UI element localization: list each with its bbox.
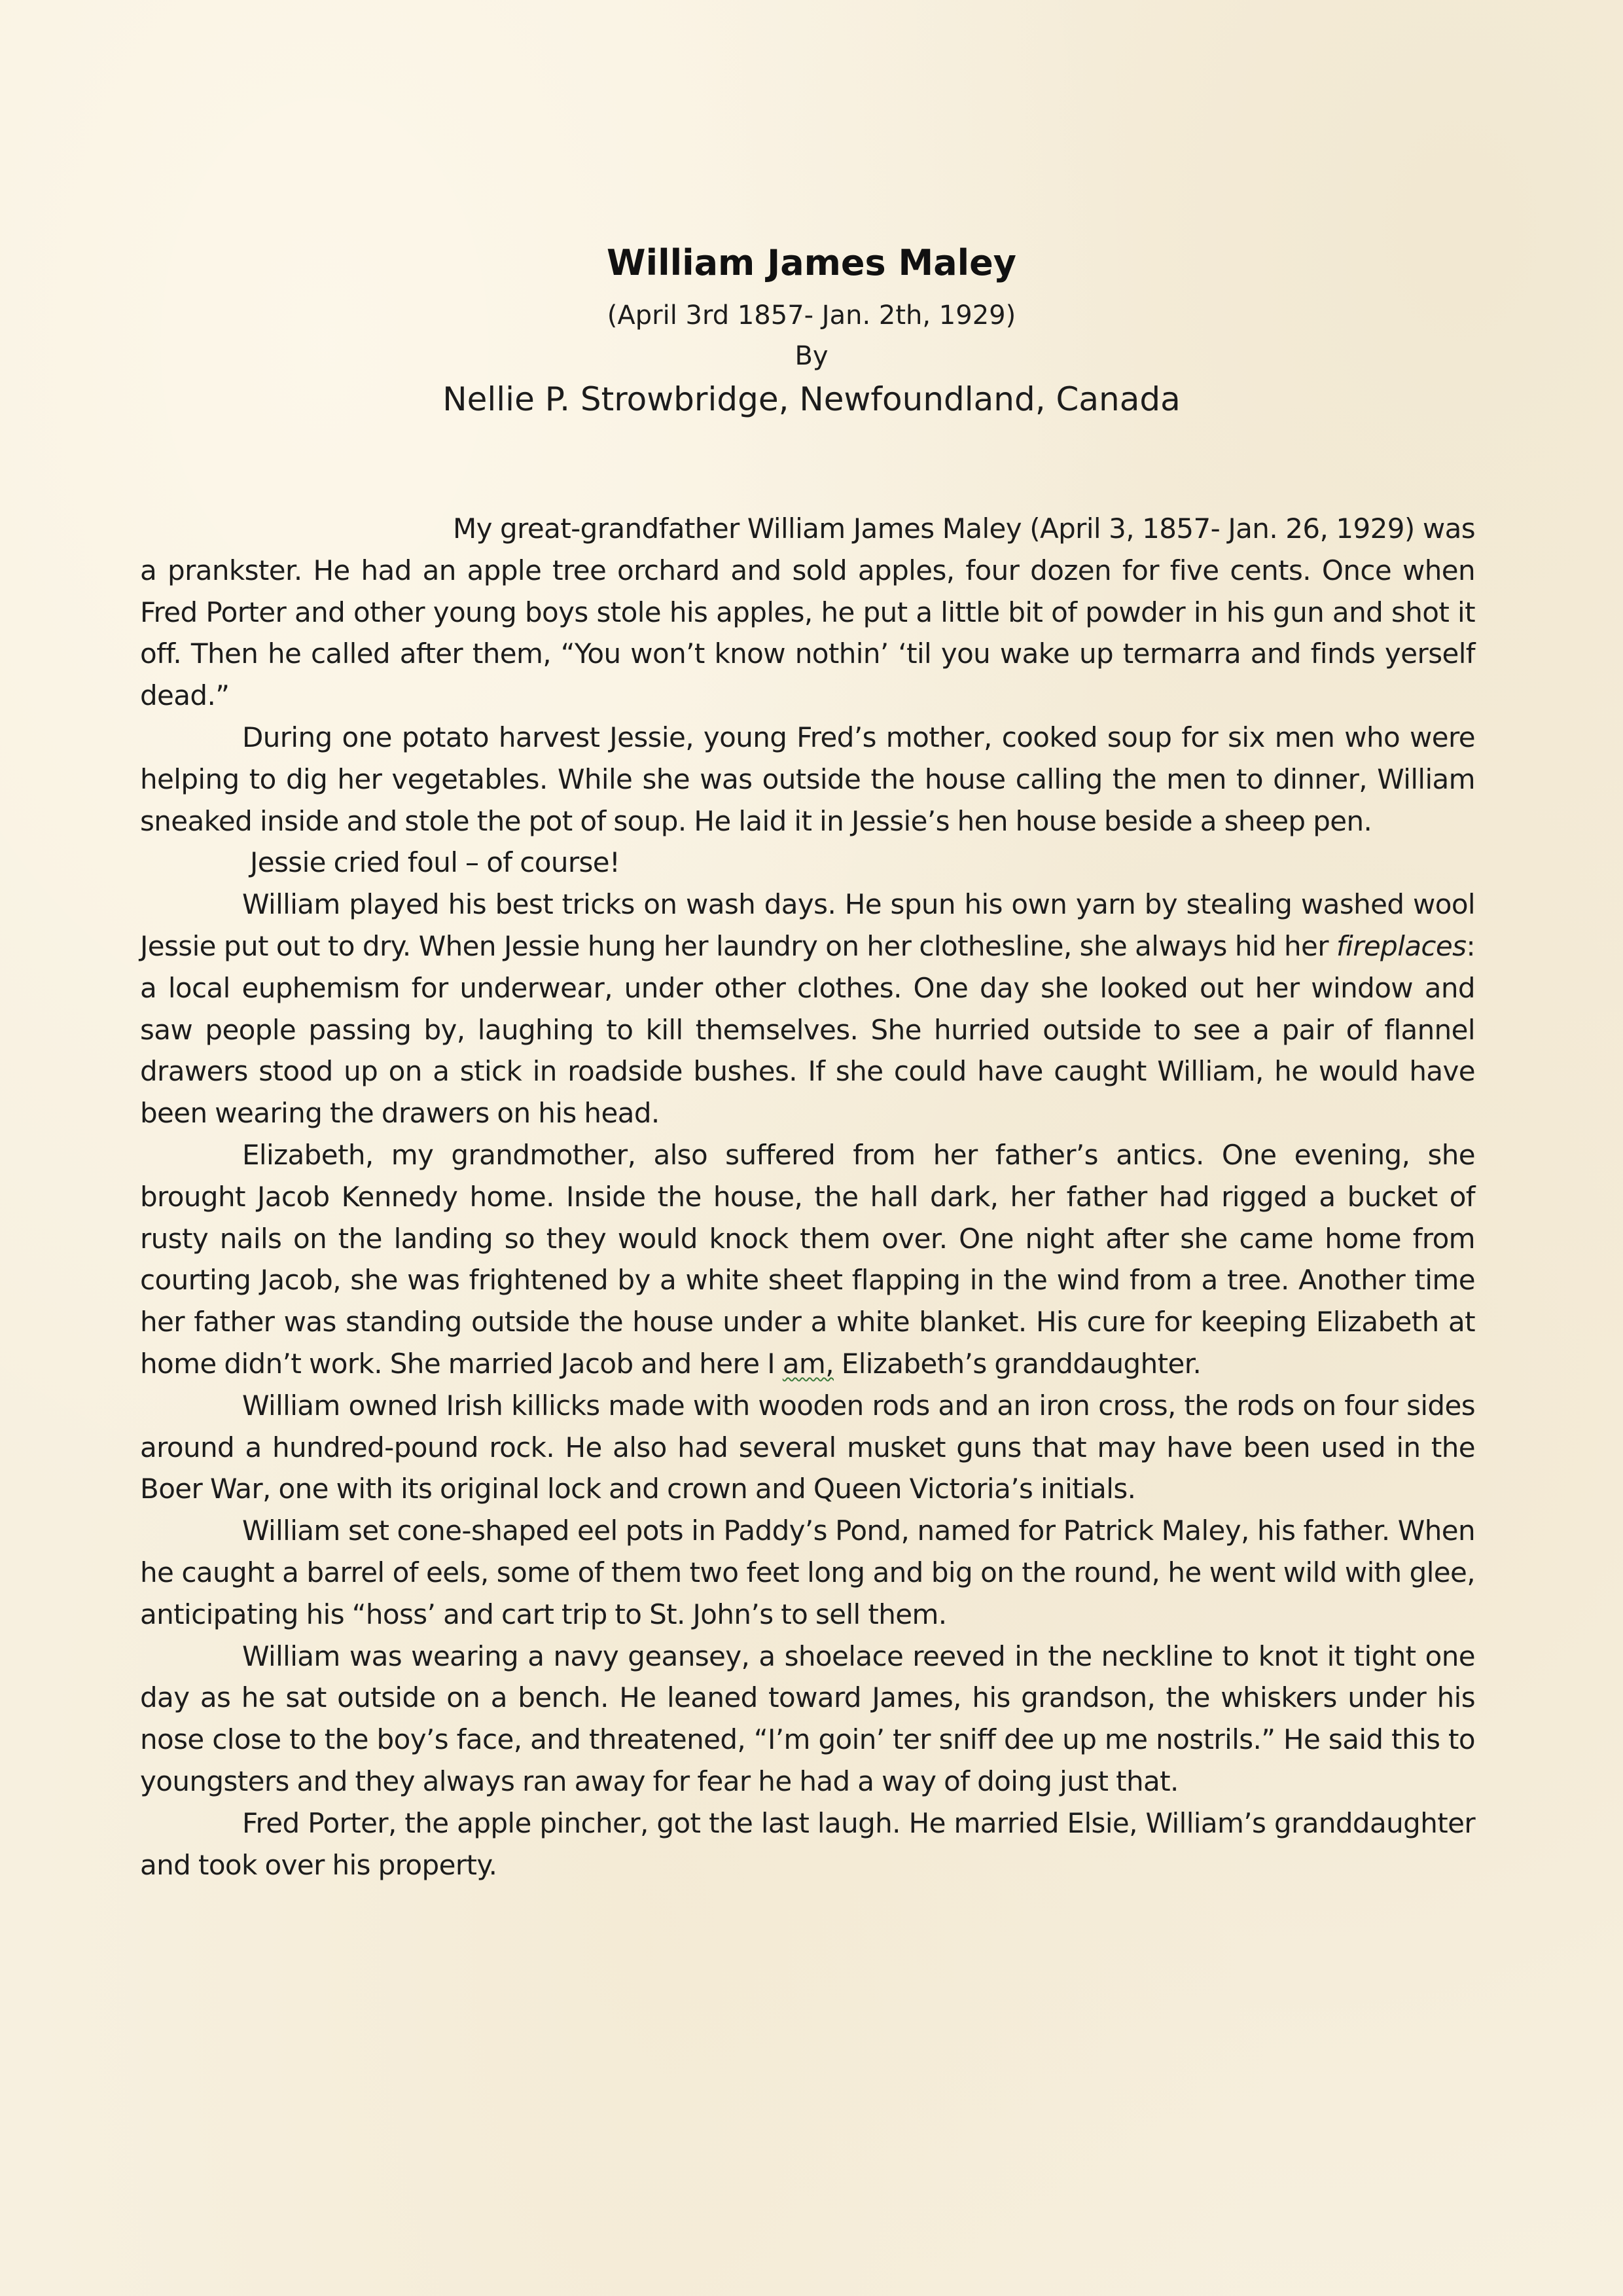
author-line: Nellie P. Strowbridge, Newfoundland, Canada: [442, 380, 1181, 418]
document-title: William James Maley: [607, 242, 1016, 283]
paragraph-5-text-a: Elizabeth, my grandmother, also suffered from her father’s antics. One evening, she brought Jacob Kennedy home. Inside the house, the hall dark, her father had rigged a bucket of rusty nails on the landing so they would knock them over. One night after she came home from courting Jacob, she was frightened by a white sheet flapping in the wind from a tree. Another time her father was standing outside the house under a white blanket. His cure for keeping Elizabeth at home didn’t work. She married Jacob and here I: [140, 1138, 1475, 1380]
byline-label: By: [794, 341, 829, 371]
paragraph-7: William set cone-shaped eel pots in Paddy’s Pond, named for Patrick Maley, his father. When he caught a barrel of eels, some of them two feet long and big on the round, he went wild with glee, anticipating his “hoss’ and cart trip to St. John’s to sell them.: [140, 1515, 1475, 1630]
life-dates: (April 3rd 1857- Jan. 2th, 1929): [607, 300, 1016, 331]
paragraph-5: [140, 1134, 1475, 1385]
spellcheck-flagged-word: am,: [782, 1347, 834, 1380]
paragraph-2: During one potato harvest Jessie, young Fred’s mother, cooked soup for six men who were helping to dig her vegetables. While she was outside the house calling the men to dinner, William sneaked inside and stole the pot of soup. He laid it in Jessie’s hen house beside a sheep pen.: [140, 721, 1475, 837]
paragraph-8: William was wearing a navy geansey, a shoelace reeved in the neckline to knot it tight one day as he sat outside on a bench. He leaned toward James, his grandson, the whiskers under his nose close to the boy’s face, and threatened, “I’m goin’ ter sniff dee up me nostrils.” He said this to youngsters and they always ran away for fear he had a way of doing just that.: [140, 1640, 1475, 1797]
paragraph-6: William owned Irish killicks made with wooden rods and an iron cross, the rods on four sides around a hundred-pound rock. He also had several musket guns that may have been used in the Boer War, one with its original lock and crown and Queen Victoria’s initials.: [140, 1389, 1475, 1505]
story-body: [140, 508, 1475, 1886]
paragraph-3: Jessie cried foul – of course!: [250, 846, 620, 879]
paragraph-4-text-b: : a local euphemism for underwear, under other clothes. One day she looked out her window and saw people passing by, laughing to kill themselves. She hurried outside to see a pair of flannel drawers stood up on a stick in roadside bushes. If she could have caught William, he would have been wearing the drawers on his head.: [140, 929, 1475, 1130]
italic-term-fireplaces: fireplaces: [1336, 929, 1467, 962]
paragraph-9: Fred Porter, the apple pincher, got the last laugh. He married Elsie, William’s granddaughter and took over his property.: [140, 1806, 1475, 1881]
paragraph-5-text-b: Elizabeth’s granddaughter.: [834, 1347, 1202, 1380]
paragraph-4: [140, 884, 1475, 1134]
paragraph-1: My great-grandfather William James Maley (April 3, 1857- Jan. 26, 1929) was a prankster. He had an apple tree orchard and sold apples, four dozen for five cents. Once when Fred Porter and other young boys stole his apples, he put a little bit of powder in his gun and shot it off. Then he called after them, “You won’t know nothin’ ‘til you wake up termarra and finds yerself dead.”: [140, 512, 1475, 712]
paragraph-4-text-a: William played his best tricks on wash days. He spun his own yarn by stealing washed wool Jessie put out to dry. When Jessie hung her laundry on her clothesline, she always hid her: [140, 888, 1475, 962]
